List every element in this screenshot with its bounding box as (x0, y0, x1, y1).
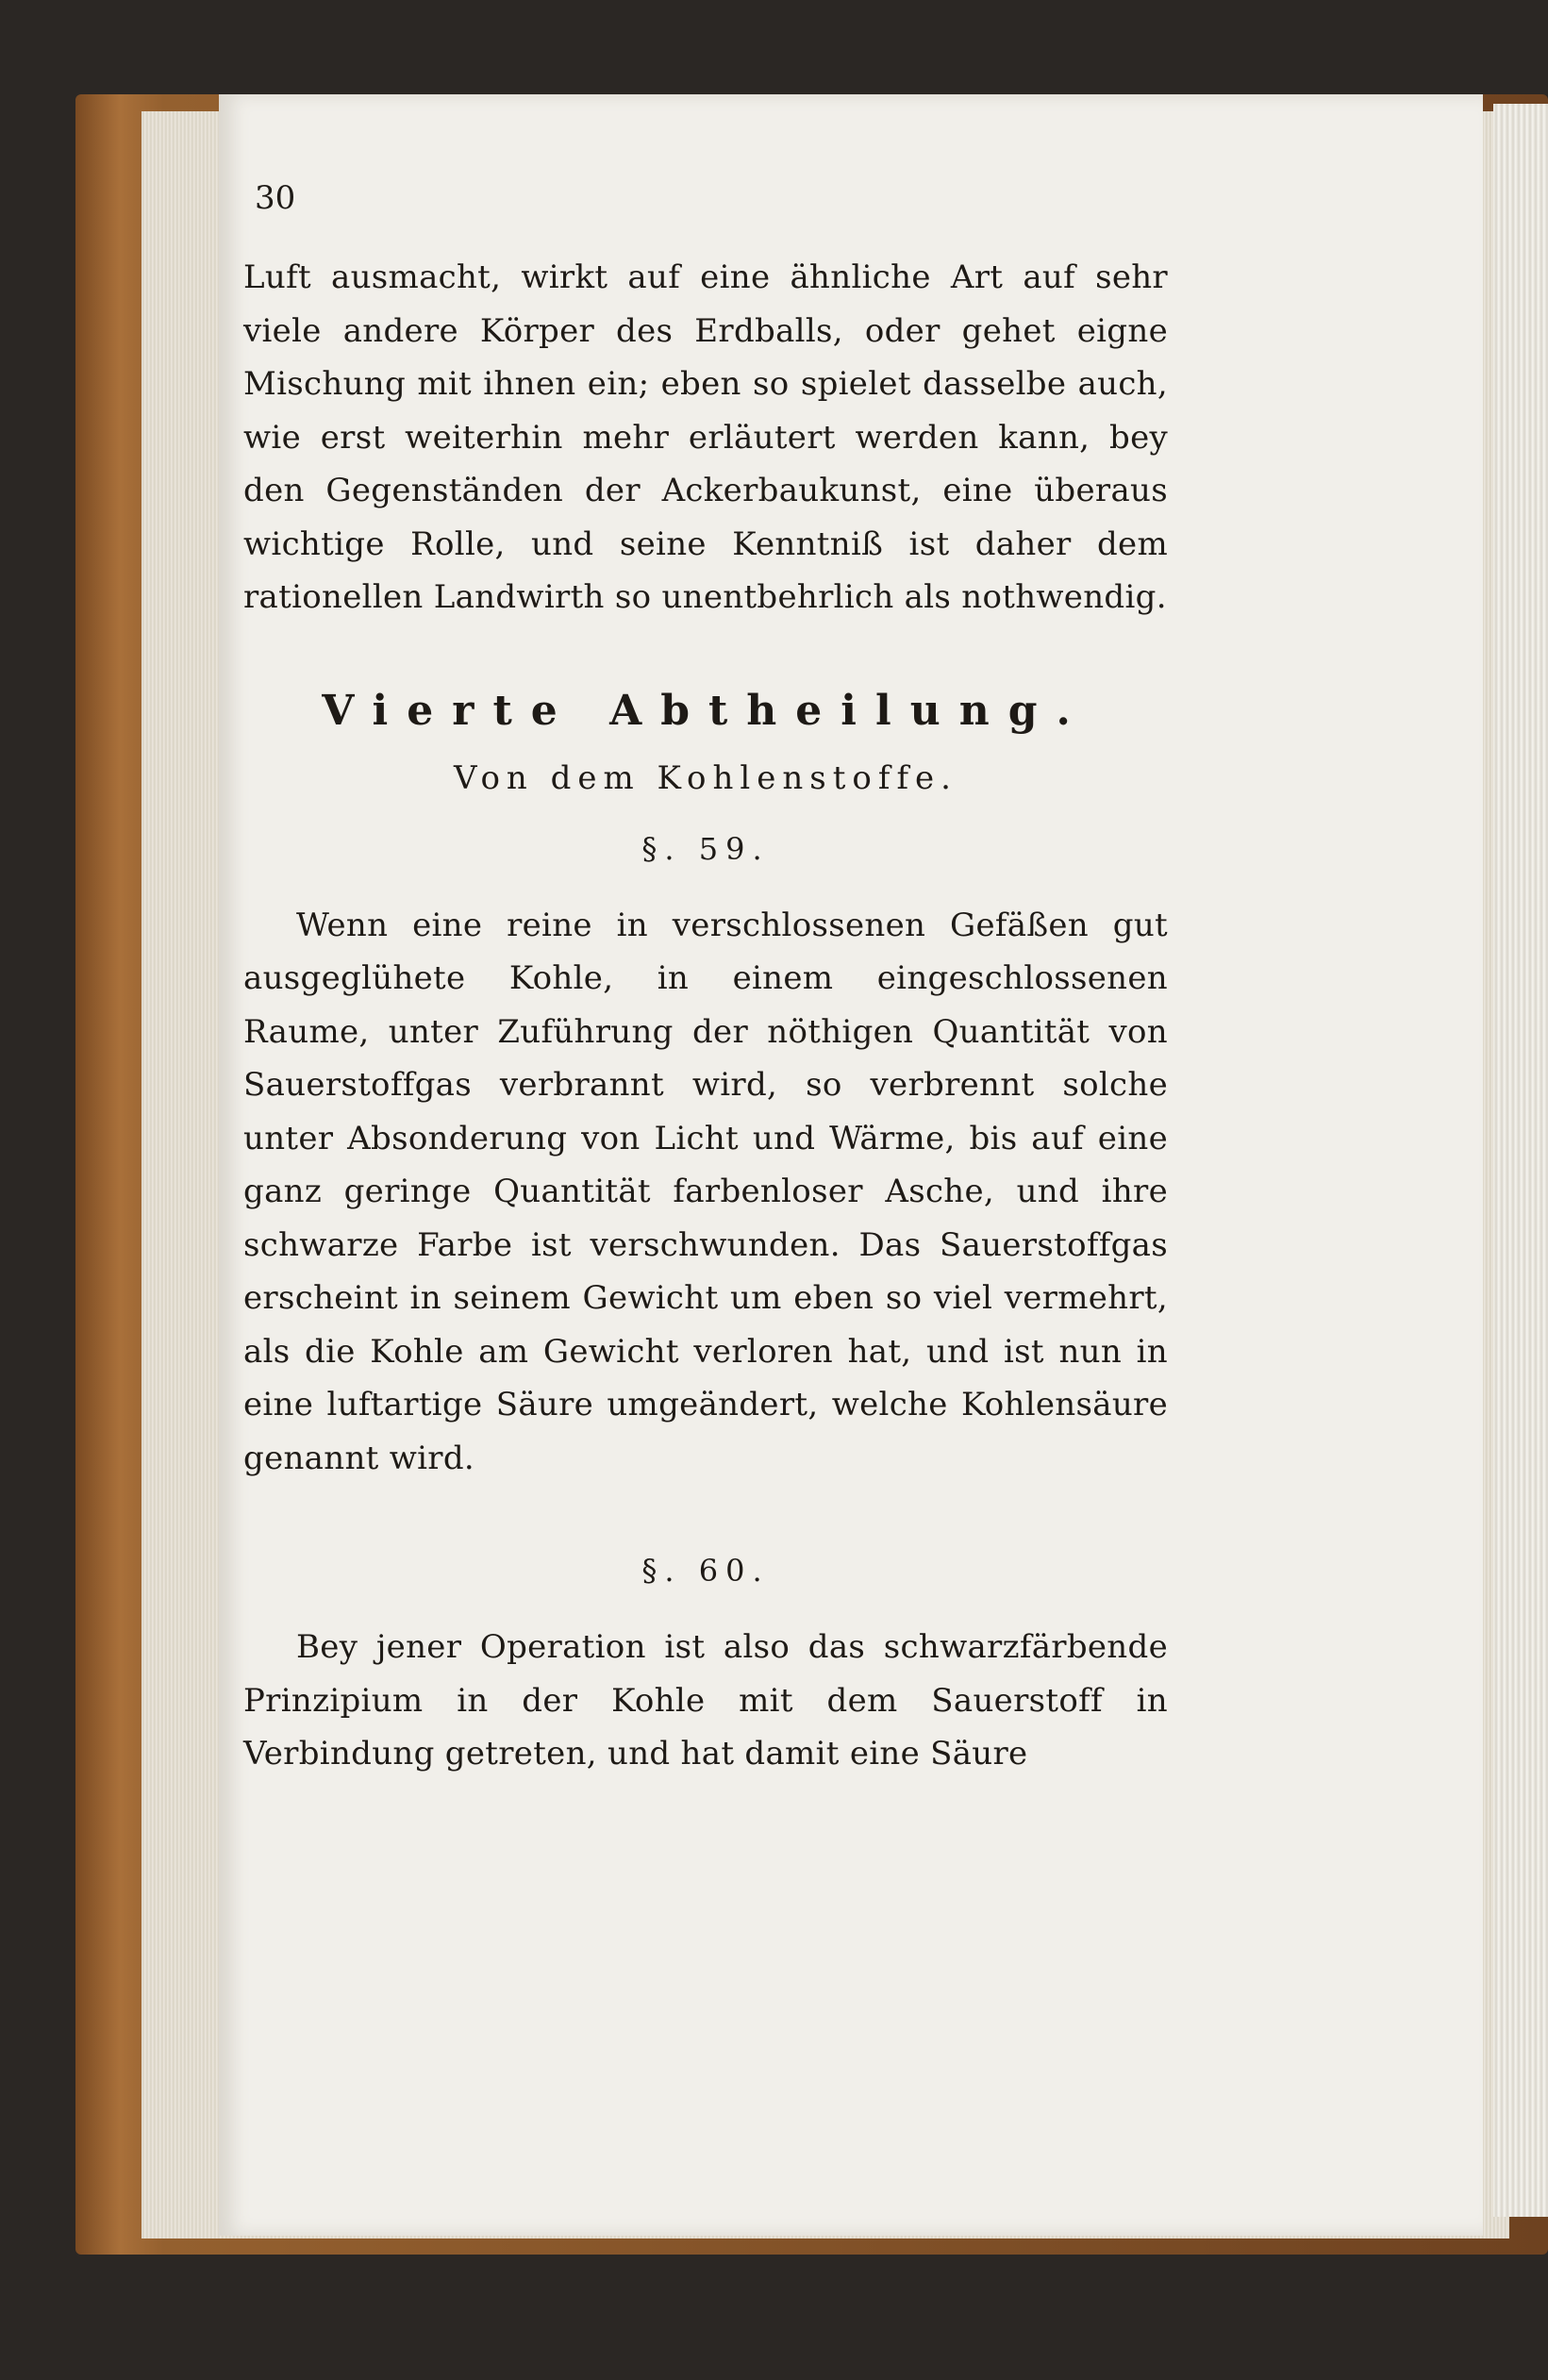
section-heading: Vierte Abtheilung. (322, 686, 1090, 735)
paragraph-continuation: Luft ausmacht, wirkt auf eine ähnliche Art auf sehr viele andere Körper des Erdballs, oder gehet eigne Mischung mit ihnen ein; eben so spielet dasselbe auch, wie erst weiterhin mehr erläutert werden kann, bey den Gegenständen der Ackerbaukunst, eine überaus wichtige Rolle, und seine Kenntniß ist daher dem rationellen Landwirth so unentbehrlich als nothwendig. (243, 258, 1168, 616)
paragraph-60: Bey jener Operation ist also das schwarzfärbende Prinzipium in der Kohle mit dem Sauerstoff in Verbindung getreten, und hat damit eine Säure (243, 1628, 1168, 1773)
paragraph-mark-59: §. 59. (641, 830, 770, 867)
page-number: 30 (255, 179, 296, 217)
section-subheading: Von dem Kohlenstoffe. (454, 758, 957, 797)
paragraph-59: Wenn eine reine in verschlossenen Gefäßen gut ausgeglühete Kohle, in einem eingeschlossenen Raume, unter Zuführung der nöthigen Quantität von Sauerstoffgas verbrannt wird, so verbrennt solche unter Absonderung von Licht und Wärme, bis auf eine ganz geringe Quantität farbenloser Asche, und ihre schwarze Farbe ist verschwunden. Das Sauerstoffgas erscheint in seinem Gewicht um eben so viel vermehrt, als die Kohle am Gewicht verloren hat, und ist nun in eine luftartige Säure umgeändert, welche Kohlensäure genannt wird. (243, 906, 1168, 1477)
page-text (243, 179, 1168, 1781)
right-page-edge (1493, 104, 1548, 2217)
paragraph-mark-60: §. 60. (641, 1553, 770, 1589)
